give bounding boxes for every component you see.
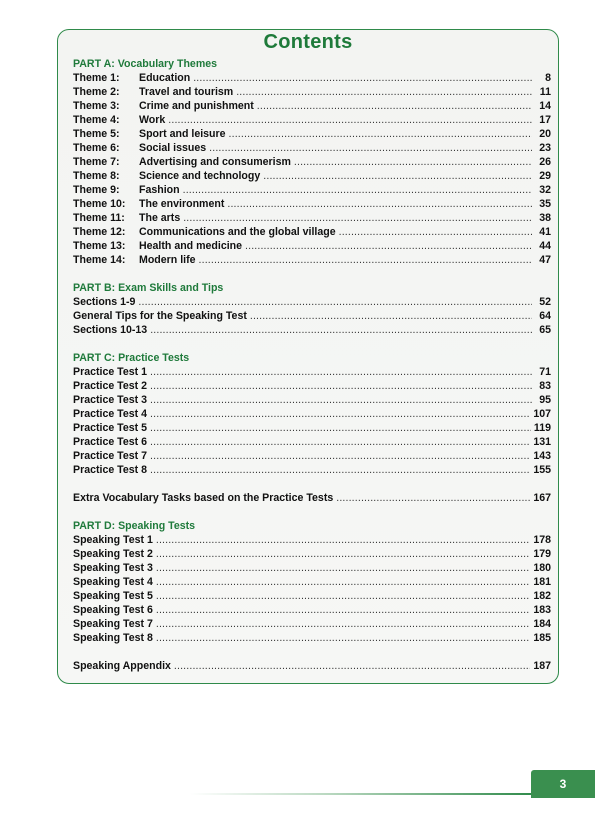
part-b-heading: PART B: Exam Skills and Tips bbox=[73, 282, 224, 294]
dot-leader bbox=[168, 113, 532, 127]
entry-title: Advertising and consumerism bbox=[139, 156, 291, 168]
dot-leader bbox=[150, 365, 532, 379]
entry-title: Health and medicine bbox=[139, 240, 243, 252]
entry-page-number: 180 bbox=[533, 562, 551, 574]
entry-label: Theme 4: bbox=[73, 114, 120, 126]
entry-page-number: 182 bbox=[533, 590, 551, 602]
entry-page-number: 20 bbox=[539, 128, 551, 140]
entry-page-number: 155 bbox=[533, 464, 551, 476]
entry-page-number: 26 bbox=[539, 156, 551, 168]
toc-entry[interactable] bbox=[73, 113, 551, 127]
dot-leader bbox=[150, 407, 530, 421]
entry-title: Practice Test 1 bbox=[73, 366, 148, 378]
dot-leader bbox=[193, 71, 532, 85]
entry-title: Speaking Test 1 bbox=[73, 534, 153, 546]
toc-entry[interactable] bbox=[73, 295, 551, 309]
entry-page-number: 41 bbox=[539, 226, 551, 238]
dot-leader bbox=[236, 85, 532, 99]
part-b-list bbox=[73, 295, 551, 337]
dot-leader bbox=[174, 659, 530, 673]
entry-page-number: 185 bbox=[533, 632, 551, 644]
entry-page-number: 181 bbox=[533, 576, 551, 588]
entry-page-number: 83 bbox=[539, 380, 551, 392]
toc-entry[interactable] bbox=[73, 169, 551, 183]
entry-page-number: 131 bbox=[533, 436, 551, 448]
part-a-heading: PART A: Vocabulary Themes bbox=[73, 58, 218, 70]
entry-label: Theme 6: bbox=[73, 142, 120, 154]
part-a-list bbox=[73, 71, 551, 267]
toc-entry-extra-vocabulary[interactable] bbox=[73, 491, 551, 505]
entry-page-number: 178 bbox=[533, 534, 551, 546]
dot-leader bbox=[183, 211, 532, 225]
part-d-heading: PART D: Speaking Tests bbox=[73, 520, 196, 532]
toc-entry[interactable] bbox=[73, 393, 551, 407]
toc-entry[interactable] bbox=[73, 85, 551, 99]
entry-title: Practice Test 5 bbox=[73, 422, 148, 434]
dot-leader bbox=[156, 603, 530, 617]
entry-page-number: 184 bbox=[533, 618, 551, 630]
entry-page-number: 35 bbox=[539, 198, 551, 210]
dot-leader bbox=[294, 155, 532, 169]
toc-entry[interactable] bbox=[73, 183, 551, 197]
entry-title: Education bbox=[139, 72, 191, 84]
dot-leader bbox=[245, 239, 532, 253]
entry-page-number: 71 bbox=[539, 366, 551, 378]
entry-title: Speaking Appendix bbox=[73, 660, 171, 672]
dot-leader bbox=[150, 393, 532, 407]
entry-page-number: 187 bbox=[533, 660, 551, 672]
dot-leader bbox=[263, 169, 532, 183]
entry-title: Practice Test 2 bbox=[73, 380, 148, 392]
toc-entry[interactable] bbox=[73, 449, 551, 463]
page-number-tab: 3 bbox=[531, 770, 595, 798]
entry-page-number: 183 bbox=[533, 604, 551, 616]
toc-entry[interactable] bbox=[73, 253, 551, 267]
part-c-heading: PART C: Practice Tests bbox=[73, 352, 190, 364]
entry-label: Theme 13: bbox=[73, 240, 126, 252]
dot-leader bbox=[156, 575, 530, 589]
entry-page-number: 14 bbox=[539, 100, 551, 112]
entry-title: Work bbox=[139, 114, 166, 126]
dot-leader bbox=[227, 197, 532, 211]
toc-entry[interactable] bbox=[73, 197, 551, 211]
entry-title: Speaking Test 2 bbox=[73, 548, 153, 560]
entry-title: Fashion bbox=[139, 184, 180, 196]
entry-title: Science and technology bbox=[139, 170, 261, 182]
toc-entry[interactable] bbox=[73, 603, 551, 617]
entry-label: Theme 11: bbox=[73, 212, 125, 224]
dot-leader bbox=[138, 295, 532, 309]
toc-entry[interactable] bbox=[73, 155, 551, 169]
entry-title: Speaking Test 7 bbox=[73, 618, 153, 630]
toc-entry[interactable] bbox=[73, 463, 551, 477]
entry-label: Theme 2: bbox=[73, 86, 120, 98]
entry-title: Crime and punishment bbox=[139, 100, 254, 112]
toc-entry[interactable] bbox=[73, 127, 551, 141]
dot-leader bbox=[250, 309, 532, 323]
entry-page-number: 95 bbox=[539, 394, 551, 406]
toc-entry[interactable] bbox=[73, 365, 551, 379]
dot-leader bbox=[199, 253, 532, 267]
dot-leader bbox=[150, 435, 530, 449]
entry-title: Sections 10-13 bbox=[73, 324, 148, 336]
toc-entry[interactable] bbox=[73, 225, 551, 239]
toc-entry[interactable] bbox=[73, 71, 551, 85]
entry-title: The environment bbox=[139, 198, 225, 210]
toc-entry[interactable] bbox=[73, 239, 551, 253]
entry-page-number: 64 bbox=[539, 310, 551, 322]
entry-title: Speaking Test 6 bbox=[73, 604, 153, 616]
dot-leader bbox=[150, 421, 531, 435]
entry-title: Practice Test 6 bbox=[73, 436, 148, 448]
entry-page-number: 38 bbox=[539, 212, 551, 224]
toc-entry[interactable] bbox=[73, 407, 551, 421]
dot-leader bbox=[150, 379, 532, 393]
entry-label: Theme 14: bbox=[73, 254, 126, 266]
toc-entry[interactable] bbox=[73, 141, 551, 155]
dot-leader bbox=[156, 617, 530, 631]
entry-page-number: 17 bbox=[539, 114, 551, 126]
entry-label: Theme 1: bbox=[73, 72, 120, 84]
entry-page-number: 47 bbox=[539, 254, 551, 266]
dot-leader bbox=[150, 323, 532, 337]
toc-entry[interactable] bbox=[73, 309, 551, 323]
toc-entry[interactable] bbox=[73, 547, 551, 561]
toc-entry[interactable] bbox=[73, 575, 551, 589]
entry-label: Theme 12: bbox=[73, 226, 126, 238]
dot-leader bbox=[156, 561, 530, 575]
entry-page-number: 32 bbox=[539, 184, 551, 196]
footer-rule bbox=[190, 793, 535, 795]
entry-page-number: 143 bbox=[533, 450, 551, 462]
entry-page-number: 44 bbox=[539, 240, 551, 252]
dot-leader bbox=[336, 491, 530, 505]
entry-title: Speaking Test 5 bbox=[73, 590, 153, 602]
dot-leader bbox=[156, 631, 530, 645]
entry-title: Speaking Test 3 bbox=[73, 562, 153, 574]
entry-label: Theme 9: bbox=[73, 184, 120, 196]
toc-entry[interactable] bbox=[73, 379, 551, 393]
entry-label: Theme 5: bbox=[73, 128, 120, 140]
entry-page-number: 29 bbox=[539, 170, 551, 182]
entry-title: General Tips for the Speaking Test bbox=[73, 310, 247, 322]
dot-leader bbox=[183, 183, 532, 197]
entry-title: Speaking Test 4 bbox=[73, 576, 153, 588]
toc-entry[interactable] bbox=[73, 435, 551, 449]
entry-page-number: 65 bbox=[539, 324, 551, 336]
entry-title: Travel and tourism bbox=[139, 86, 234, 98]
toc-entry[interactable] bbox=[73, 631, 551, 645]
page-title: Contents bbox=[263, 31, 353, 53]
entry-title: The arts bbox=[139, 212, 181, 224]
entry-title: Practice Test 4 bbox=[73, 408, 148, 420]
entry-label: Theme 3: bbox=[73, 100, 120, 112]
dot-leader bbox=[150, 463, 530, 477]
toc-entry-speaking-appendix[interactable] bbox=[73, 659, 551, 673]
entry-page-number: 11 bbox=[539, 86, 551, 98]
toc-entry[interactable] bbox=[73, 99, 551, 113]
contents-list bbox=[73, 57, 551, 673]
entry-page-number: 8 bbox=[545, 72, 551, 84]
toc-entry[interactable] bbox=[73, 421, 551, 435]
entry-label: Theme 10: bbox=[73, 198, 126, 210]
toc-entry[interactable] bbox=[73, 211, 551, 225]
entry-title: Practice Test 8 bbox=[73, 464, 148, 476]
dot-leader bbox=[150, 449, 530, 463]
dot-leader bbox=[156, 589, 530, 603]
entry-label: Theme 7: bbox=[73, 156, 120, 168]
dot-leader bbox=[156, 533, 530, 547]
part-c-list bbox=[73, 365, 551, 477]
entry-page-number: 107 bbox=[533, 408, 551, 420]
dot-leader bbox=[229, 127, 532, 141]
entry-page-number: 23 bbox=[539, 142, 551, 154]
toc-entry[interactable] bbox=[73, 589, 551, 603]
entry-title: Extra Vocabulary Tasks based on the Practice Tests bbox=[73, 492, 334, 504]
toc-entry[interactable] bbox=[73, 617, 551, 631]
dot-leader bbox=[156, 547, 530, 561]
part-d-list bbox=[73, 533, 551, 645]
entry-page-number: 167 bbox=[533, 492, 551, 504]
entry-label: Theme 8: bbox=[73, 170, 120, 182]
toc-entry[interactable] bbox=[73, 561, 551, 575]
entry-title: Speaking Test 8 bbox=[73, 632, 153, 644]
dot-leader bbox=[339, 225, 532, 239]
toc-entry[interactable] bbox=[73, 533, 551, 547]
entry-page-number: 179 bbox=[533, 548, 551, 560]
entry-title: Practice Test 7 bbox=[73, 450, 148, 462]
entry-page-number: 119 bbox=[533, 422, 551, 434]
toc-entry[interactable] bbox=[73, 323, 551, 337]
dot-leader bbox=[209, 141, 532, 155]
entry-title: Social issues bbox=[139, 142, 207, 154]
dot-leader bbox=[257, 99, 532, 113]
entry-title: Practice Test 3 bbox=[73, 394, 148, 406]
entry-title: Communications and the global village bbox=[139, 226, 336, 238]
contents-panel bbox=[57, 29, 559, 684]
entry-title: Modern life bbox=[139, 254, 196, 266]
entry-title: Sections 1-9 bbox=[73, 296, 136, 308]
entry-page-number: 52 bbox=[539, 296, 551, 308]
entry-title: Sport and leisure bbox=[139, 128, 226, 140]
